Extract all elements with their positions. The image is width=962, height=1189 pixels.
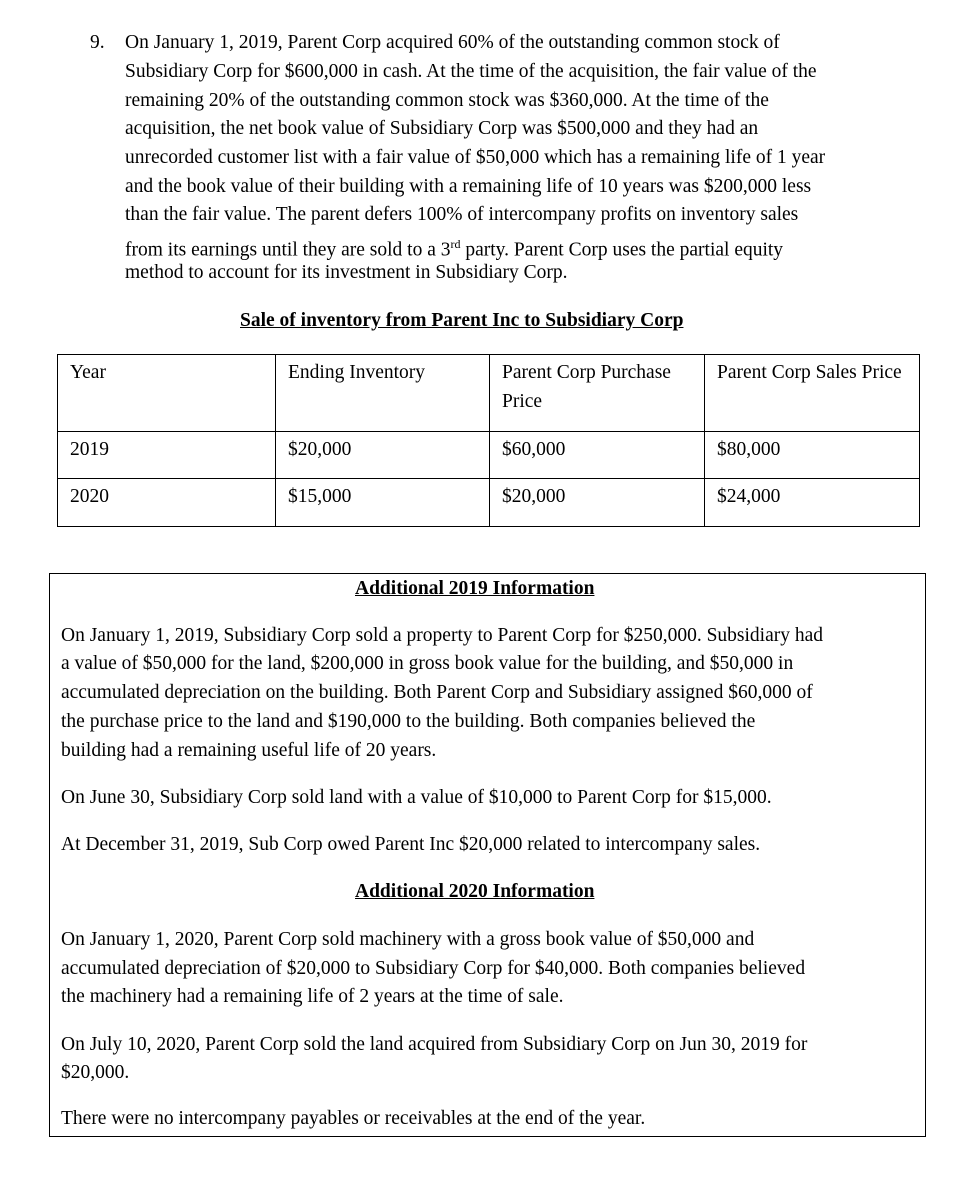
text-line: There were no intercompany payables or receivables at the end of the year. bbox=[61, 1108, 646, 1129]
text-line: building had a remaining useful life of 20 years. bbox=[61, 740, 437, 761]
inventory-table bbox=[57, 354, 920, 527]
section-title-2020: Additional 2020 Information bbox=[355, 881, 595, 902]
table-header-row bbox=[58, 355, 920, 432]
text: party. Parent Corp uses the partial equity bbox=[460, 239, 784, 261]
text-line bbox=[125, 233, 783, 262]
text-line: acquisition, the net book value of Subsidiary Corp was $500,000 and they had an bbox=[125, 118, 759, 139]
text: from its earnings until they are sold to a 3 bbox=[125, 239, 451, 261]
text-line: On January 1, 2019, Parent Corp acquired 60% of the outstanding common stock of bbox=[125, 32, 780, 53]
text-line: At December 31, 2019, Sub Corp owed Parent Inc $20,000 related to intercompany sales. bbox=[61, 834, 761, 855]
superscript: rd bbox=[450, 237, 461, 251]
text-line: a value of $50,000 for the land, $200,000 in gross book value for the building, and $50,000 in bbox=[61, 653, 794, 674]
cell: $24,000 bbox=[705, 479, 920, 527]
text-line: $20,000. bbox=[61, 1062, 130, 1083]
text-line: method to account for its investment in Subsidiary Corp. bbox=[125, 262, 568, 283]
header-cell: Parent Corp Sales Price bbox=[705, 355, 920, 432]
cell: $20,000 bbox=[490, 479, 705, 527]
header-cell: Parent Corp Purchase Price bbox=[490, 355, 705, 432]
text-line: the purchase price to the land and $190,000 to the building. Both companies believed the bbox=[61, 711, 756, 732]
text-line: the machinery had a remaining life of 2 years at the time of sale. bbox=[61, 986, 564, 1007]
text-line: accumulated depreciation on the building. Both Parent Corp and Subsidiary assigned $60,000 of bbox=[61, 682, 813, 703]
text-line: On January 1, 2019, Subsidiary Corp sold a property to Parent Corp for $250,000. Subsidiary had bbox=[61, 625, 824, 646]
text-line: and the book value of their building with a remaining life of 10 years was $200,000 less bbox=[125, 176, 812, 197]
table-row bbox=[58, 479, 920, 527]
text-line: unrecorded customer list with a fair value of $50,000 which has a remaining life of 1 year bbox=[125, 147, 826, 168]
text-line: Subsidiary Corp for $600,000 in cash. At the time of the acquisition, the fair value of the bbox=[125, 61, 817, 82]
text-line: On January 1, 2020, Parent Corp sold machinery with a gross book value of $50,000 and bbox=[61, 929, 755, 950]
table-row bbox=[58, 432, 920, 479]
question-number: 9. bbox=[90, 32, 105, 53]
table-title: Sale of inventory from Parent Inc to Subsidiary Corp bbox=[240, 310, 684, 331]
text-line: On July 10, 2020, Parent Corp sold the land acquired from Subsidiary Corp on Jun 30, 2019 for bbox=[61, 1034, 808, 1055]
section-title-2019: Additional 2019 Information bbox=[355, 578, 595, 599]
cell: $15,000 bbox=[276, 479, 490, 527]
header-cell: Year bbox=[58, 355, 276, 432]
text-line: remaining 20% of the outstanding common stock was $360,000. At the time of the bbox=[125, 90, 769, 111]
cell: $20,000 bbox=[276, 432, 490, 479]
cell: $80,000 bbox=[705, 432, 920, 479]
cell: $60,000 bbox=[490, 432, 705, 479]
cell: 2019 bbox=[58, 432, 276, 479]
text-line: than the fair value. The parent defers 100% of intercompany profits on inventory sales bbox=[125, 204, 799, 225]
text-line: accumulated depreciation of $20,000 to Subsidiary Corp for $40,000. Both companies believed bbox=[61, 958, 806, 979]
header-cell: Ending Inventory bbox=[276, 355, 490, 432]
text-line: On June 30, Subsidiary Corp sold land with a value of $10,000 to Parent Corp for $15,000. bbox=[61, 787, 772, 808]
cell: 2020 bbox=[58, 479, 276, 527]
